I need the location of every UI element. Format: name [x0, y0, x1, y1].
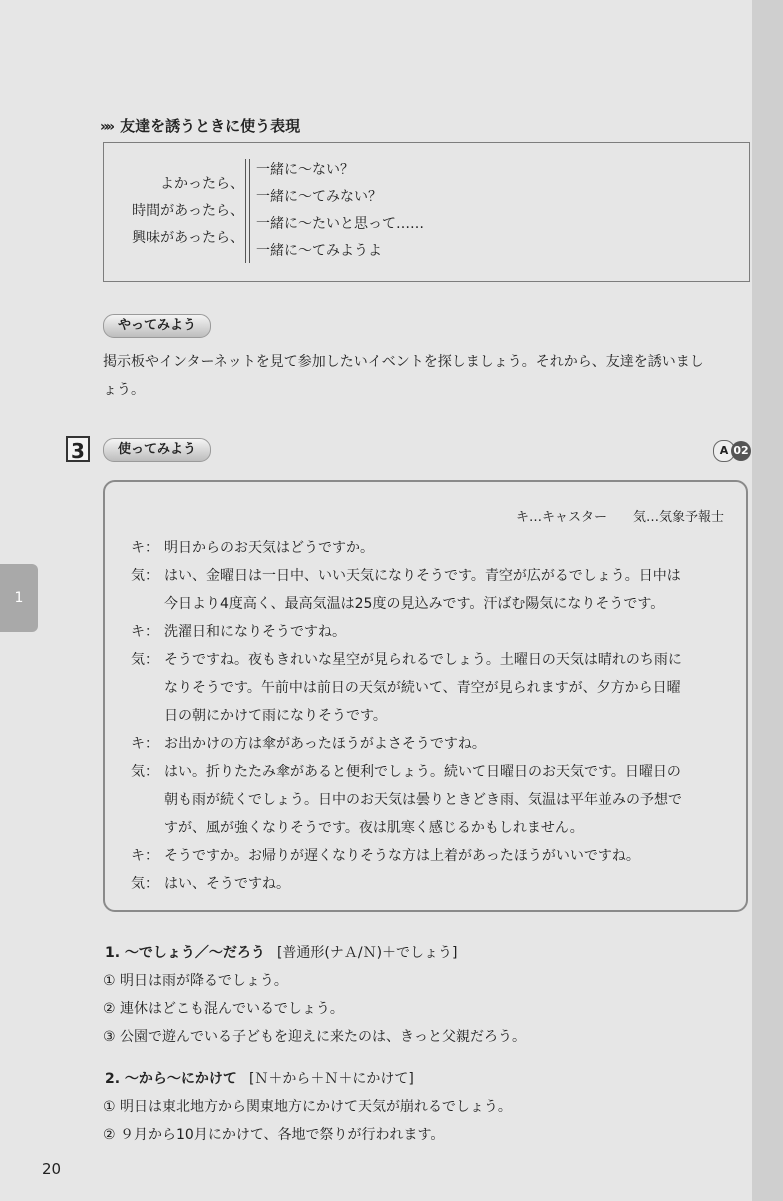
audio-letter: A [713, 440, 735, 462]
dialogue-line [131, 534, 731, 562]
expression-condition: 興味があったら、 [132, 230, 244, 246]
grammar-point-1 [105, 942, 458, 962]
dialogue-box [103, 480, 748, 912]
speaker [131, 786, 164, 814]
line-text: お出かけの方は傘があったほうがよさそうですね。 [164, 736, 486, 752]
example-sentence: ① 明日は雨が降るでしょう。 [103, 973, 288, 989]
line-text: そうですか。お帰りが遅くなりそうな方は上着があったほうがいいですね。 [164, 848, 640, 864]
section-heading [100, 115, 300, 136]
speaker [131, 674, 164, 702]
expression-box [103, 142, 750, 282]
dialogue-line [131, 730, 731, 758]
expression-phrase: 一緒に～たいと思って…… [256, 216, 424, 232]
dialogue-line [131, 786, 731, 814]
instruction-line: 掲示板やインターネットを見て参加したいイベントを探しましょう。それから、友達を誘いまし [103, 354, 704, 370]
use-it-label: 使ってみよう [103, 438, 211, 462]
line-text: すが、風が強くなりそうです。夜は肌寒く感じるかもしれません。 [164, 820, 584, 836]
speaker: 気： [131, 652, 159, 668]
dialogue-line [131, 590, 731, 618]
expression-phrases [256, 157, 424, 265]
dialogue-line [131, 702, 731, 730]
expression-phrase: 一緒に～てみようよ [256, 243, 382, 259]
line-text: はい、金曜日は一日中、いい天気になりそうです。青空が広がるでしょう。日中は [164, 568, 681, 584]
speaker: キ： [131, 624, 159, 640]
section-number: 3 [66, 436, 90, 462]
grammar-form: [普通形(ナＡ/Ｎ)＋でしょう] [276, 945, 458, 961]
chevron-right-icon: »» [100, 119, 113, 135]
grammar-title: 1. ～でしょう／～だろう [105, 945, 265, 961]
speaker [131, 814, 164, 842]
audio-track-badge[interactable] [713, 440, 751, 462]
line-text: 朝も雨が続くでしょう。日中のお天気は曇りときどき雨、気温は平年並みの予想で [164, 792, 682, 808]
dialogue-line [131, 674, 731, 702]
line-text: 明日からのお天気はどうですか。 [164, 540, 374, 556]
line-text: 日の朝にかけて雨になりそうです。 [164, 708, 387, 724]
try-it-label: やってみよう [103, 314, 211, 338]
audio-number: 02 [731, 441, 751, 461]
expression-condition: 時間があったら、 [132, 203, 244, 219]
speaker-key: キ…キャスター 気…気象予報士 [515, 510, 724, 525]
grammar-form: [Ｎ＋から＋Ｎ＋にかけて] [248, 1071, 414, 1087]
chapter-tab: 1 [0, 564, 38, 632]
page-edge [752, 0, 783, 1201]
dialogue-line [131, 870, 731, 898]
line-text: そうですね。夜もきれいな星空が見られるでしょう。土曜日の天気は晴れのち雨に [164, 652, 682, 668]
example-sentence: ③ 公園で遊んでいる子どもを迎えに来たのは、きっと父親だろう。 [103, 1029, 526, 1045]
dialogue-line [131, 646, 731, 674]
expression-condition: よかったら、 [160, 176, 244, 192]
bracket-divider [245, 159, 250, 263]
line-text: 今日より4度高く、最高気温は25度の見込みです。汗ばむ陽気になりそうです。 [164, 596, 665, 612]
expression-conditions [124, 171, 244, 252]
instruction-line: ょう。 [103, 382, 145, 398]
line-text: はい、そうですね。 [164, 876, 290, 892]
dialogue-line [131, 618, 731, 646]
line-text: はい。折りたたみ傘があると便利でしょう。続いて日曜日のお天気です。日曜日の [164, 764, 681, 780]
speaker: 気： [131, 764, 159, 780]
line-text: 洗濯日和になりそうですね。 [164, 624, 346, 640]
grammar-point-2 [105, 1068, 414, 1088]
speaker [131, 702, 164, 730]
speaker: キ： [131, 540, 159, 556]
dialogue-line [131, 842, 731, 870]
speaker: 気： [131, 876, 159, 892]
expression-phrase: 一緒に～てみない？ [256, 189, 382, 205]
dialogue-lines [131, 534, 731, 898]
example-sentence: ② 連休はどこも混んでいるでしょう。 [103, 1001, 344, 1017]
try-it-instructions [103, 348, 753, 404]
dialogue-line [131, 814, 731, 842]
grammar-title: 2. ～から～にかけて [105, 1071, 237, 1087]
dialogue-line [131, 758, 731, 786]
speaker: キ： [131, 848, 159, 864]
speaker [131, 590, 164, 618]
example-sentence: ② ９月から10月にかけて、各地で祭りが行われます。 [103, 1127, 445, 1143]
speaker: 気： [131, 568, 159, 584]
expression-phrase: 一緒に～ない？ [256, 162, 354, 178]
dialogue-line [131, 562, 731, 590]
example-sentence: ① 明日は東北地方から関東地方にかけて天気が崩れるでしょう。 [103, 1099, 512, 1115]
speaker: キ： [131, 736, 159, 752]
line-text: なりそうです。午前中は前日の天気が続いて、青空が見られますが、夕方から日曜 [164, 680, 681, 696]
page-number: 20 [42, 1160, 62, 1178]
section-heading-text: 友達を誘うときに使う表現 [120, 117, 301, 135]
